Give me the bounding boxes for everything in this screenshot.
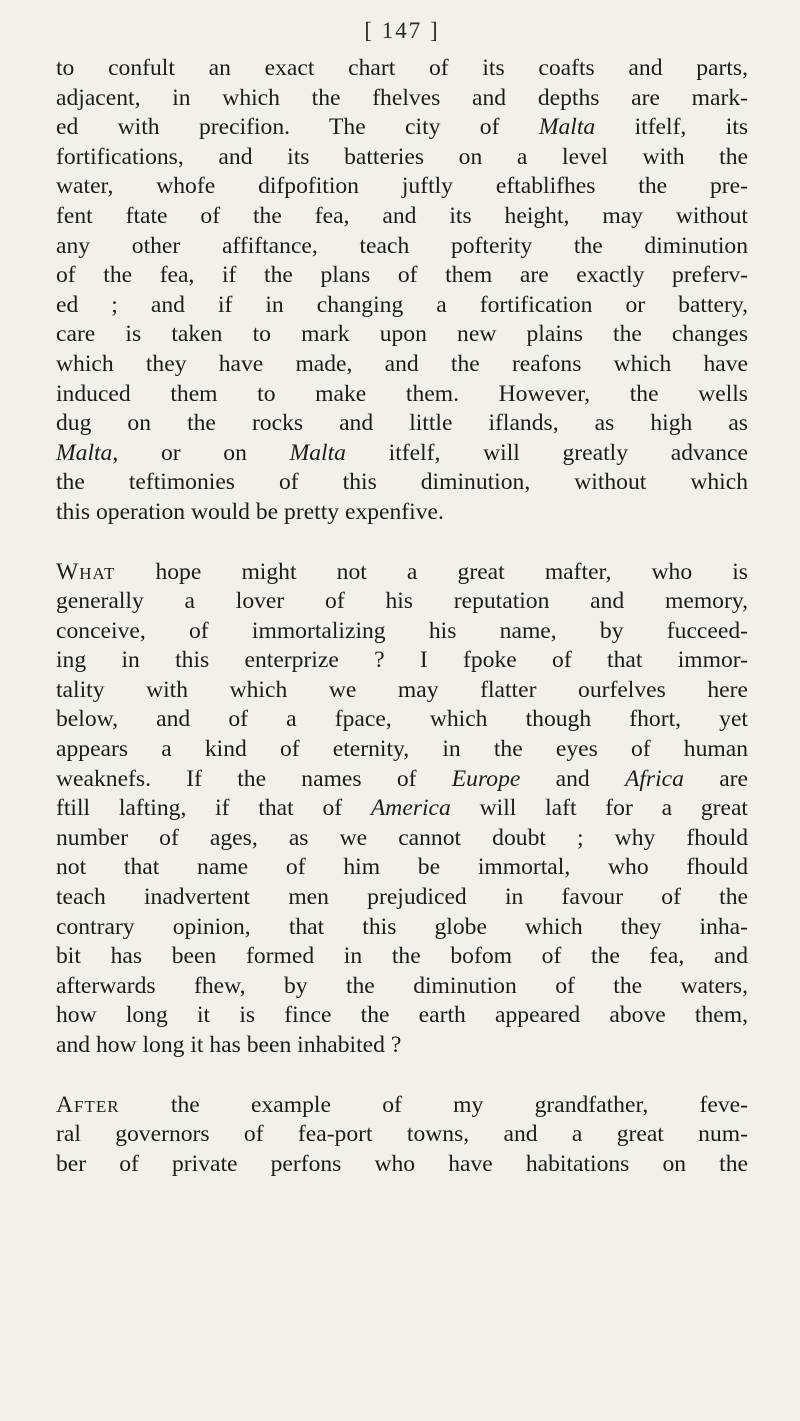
lead-word: What (56, 558, 116, 585)
text-line: conceive, of immortalizing his name, by fucceed- (56, 617, 748, 644)
text-line: weaknefs. If the names of Europe and Africa are (56, 765, 748, 792)
text-line-lead (56, 558, 748, 588)
text-line: of the fea, if the plans of them are exactly preferv- (56, 262, 748, 289)
text-line: the teftimonies of this diminution, without which (56, 469, 748, 496)
text-line: generally a lover of his reputation and memory, (56, 588, 748, 615)
lead-word: After (56, 1091, 120, 1118)
paragraph-gap (56, 528, 748, 558)
text-line: Malta, or on Malta itfelf, will greatly advance (56, 439, 748, 466)
text-line: bit has been formed in the bofom of the fea, and (56, 943, 748, 970)
text-line: which they have made, and the reafons which have (56, 350, 748, 377)
text-line: care is taken to mark upon new plains the changes (56, 321, 748, 348)
text-line: ber of private perfons who have habitations on the (56, 1150, 748, 1177)
text-line: dug on the rocks and little iflands, as high as (56, 410, 748, 437)
text-line: water, whofe difpofition juftly eftablifhes the pre- (56, 173, 748, 200)
text-line: contrary opinion, that this globe which they inha- (56, 913, 748, 940)
text-line: ed ; and if in changing a fortification or battery, (56, 291, 748, 318)
text-line: afterwards fhew, by the diminution of the waters, (56, 972, 748, 999)
lead-line-text: the example of my grandfather, feve- (119, 1091, 748, 1118)
text-line: teach inadvertent men prejudiced in favour of the (56, 884, 748, 911)
paragraph-2 (56, 558, 748, 1061)
text-line-lead (56, 1091, 748, 1121)
text-line: fent ftate of the fea, and its height, may without (56, 202, 748, 229)
text-line: and how long it has been inhabited ? (56, 1032, 402, 1058)
text-line: below, and of a fpace, which though fhort, yet (56, 706, 748, 733)
text-line: this operation would be pretty expenfive. (56, 498, 444, 525)
text-line: induced them to make them. However, the wells (56, 380, 748, 407)
paragraph-1 (56, 54, 748, 528)
paragraph-3 (56, 1091, 748, 1180)
text-line: tality with which we may flatter ourfelves here (56, 676, 748, 703)
text-line: any other affiftance, teach pofterity the diminution (56, 232, 748, 259)
text-line: ing in this enterprize ? I fpoke of that immor- (56, 647, 748, 674)
text-line: not that name of him be immortal, who fhould (56, 854, 748, 881)
text-line: number of ages, as we cannot doubt ; why fhould (56, 824, 748, 851)
paragraph-gap (56, 1061, 748, 1091)
text-line: ral governors of fea-port towns, and a great num- (56, 1121, 748, 1148)
text-line: fortifications, and its batteries on a level with the (56, 143, 748, 170)
text-line: ftill lafting, if that of America will laft for a great (56, 795, 748, 822)
text-line: to confult an exact chart of its coafts and parts, (56, 55, 748, 81)
text-line: appears a kind of eternity, in the eyes of human (56, 736, 748, 763)
page-number: [ 147 ] (364, 18, 440, 43)
text-line: how long it is fince the earth appeared above them, (56, 1002, 748, 1029)
text-line: adjacent, in which the fhelves and depths are mark- (56, 84, 748, 111)
text-line: ed with precifion. The city of Malta itfelf, its (56, 114, 749, 141)
lead-line-text: hope might not a great mafter, who is (115, 558, 748, 585)
